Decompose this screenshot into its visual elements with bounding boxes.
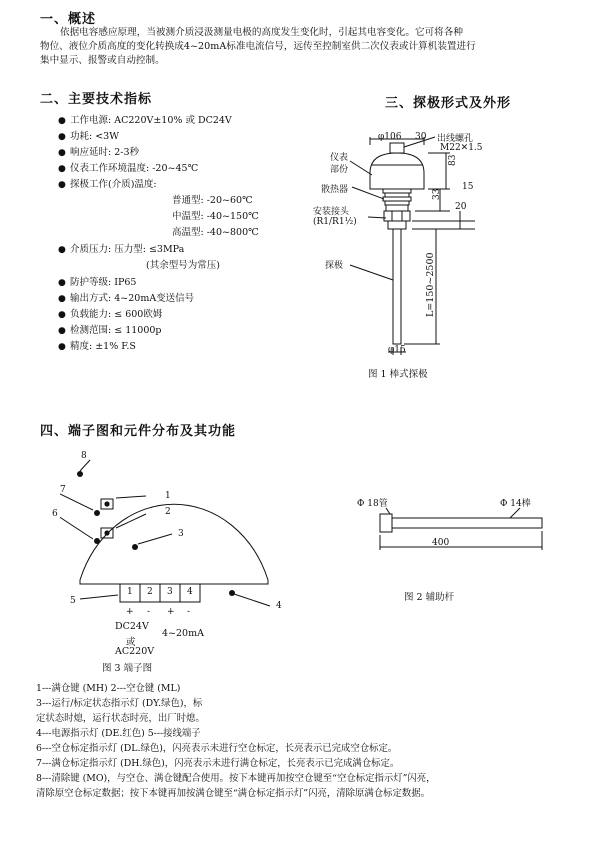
legend-line: 3---运行/标定状态指示灯 (DY.绿色)，标: [36, 698, 203, 709]
legend-line: 7---满仓标定指示灯 (DH.绿色)，闪亮表示未进行满仓标定，长亮表示已完成满仓标定。: [36, 758, 400, 769]
callout-5: 5: [70, 596, 76, 606]
legend-line: 1---满仓键 (MH) 2---空仓键 (ML): [36, 683, 181, 694]
polarity-plus: +: [167, 607, 175, 617]
dim-33: 33: [432, 188, 442, 200]
meter-head-shape: [370, 153, 424, 189]
aux-rod: [392, 518, 542, 528]
overview-paragraph: [40, 26, 585, 68]
run-led: [132, 544, 138, 550]
supply-ac: AC220V: [115, 646, 155, 657]
mount-thread-label: (R1/R1½): [313, 217, 357, 227]
terminal-2: 2: [147, 587, 153, 597]
housing-outline: [80, 504, 268, 584]
probe-rod: [393, 229, 401, 344]
spec-subitem: 普通型: -20~60℃: [172, 195, 253, 206]
terminal-1: 1: [127, 587, 133, 597]
dim-dia-top: φ106: [378, 132, 402, 142]
heatsink-label: 散热器: [321, 185, 349, 195]
outlet-boss: [390, 143, 404, 153]
callout-7: 7: [60, 485, 66, 495]
polarity-minus: -: [147, 607, 151, 617]
callout-2: 2: [165, 507, 171, 517]
aux-rod-drawing: [360, 500, 560, 560]
fig3-caption: 图 3 端子图: [102, 663, 153, 674]
section-title-probe: 三、探极形式及外形: [385, 96, 512, 111]
section-title-specs: 二、主要技术指标: [40, 92, 153, 107]
legend-line: 6---空仓标定指示灯 (DL.绿色)，闪亮表示未进行空仓标定，长亮表示已完成空仓标定。: [36, 743, 398, 754]
spec-item: ● 仪表工作环境温度: -20~45℃: [58, 163, 199, 174]
spec-item: ● 输出方式: 4~20mA变送信号: [58, 293, 195, 304]
callout-4: 4: [276, 601, 282, 611]
callout-6: 6: [52, 509, 58, 519]
dim-83: 83: [448, 154, 458, 166]
spec-subitem: (其余型号为常压): [146, 260, 220, 271]
spec-item: ● 介质压力: 压力型: ≤3MPa: [58, 244, 185, 255]
overview-line: 集中显示、报警或自动控制。: [40, 55, 165, 66]
dim-15: 15: [462, 182, 474, 192]
probe-label: 探极: [325, 261, 344, 271]
thread-label: M22✕1.5: [440, 143, 483, 153]
fig2-caption: 图 2 辅助杆: [404, 592, 455, 603]
spec-item: ● 检测范围: ≤ 11000p: [58, 325, 162, 336]
spec-item: ● 精度: ±1% F.S: [58, 341, 136, 352]
spec-item: ● 工作电源: AC220V±10% 或 DC24V: [58, 115, 232, 126]
dim-20: 20: [455, 202, 467, 212]
dim-length: L=150~2500: [425, 252, 436, 317]
legend-line: 清除原空仓标定数据；按下本键再加按满仓键至“满仓标定指示灯”闪亮，清除原满仓标定数据。: [36, 788, 430, 799]
legend-line: 4---电源指示灯 (DE.红色) 5---接线端子: [36, 728, 201, 739]
section-title-overview: 一、概述: [40, 12, 97, 27]
callout-8: 8: [81, 451, 87, 461]
terminal-drawing: [60, 440, 300, 610]
terminal-4: 4: [187, 587, 193, 597]
spec-subitem: 中温型: -40~150℃: [172, 211, 259, 222]
clear-button-dot: [77, 471, 83, 477]
spec-item: ● 探极工作(介质)温度:: [58, 179, 157, 190]
dim-dia-bottom: φ15: [388, 345, 406, 355]
signal-label: 4~20mA: [162, 628, 204, 639]
spec-subitem: 高温型: -40~800℃: [172, 227, 259, 238]
empty-led: [94, 538, 100, 544]
spec-item: ● 响应延时: 2-3秒: [58, 147, 140, 158]
power-led: [229, 590, 235, 596]
outlet-label: 出线螺孔: [437, 134, 474, 144]
meter-label: 仪表: [330, 153, 349, 163]
meter-label: 部份: [330, 165, 349, 175]
full-led: [94, 510, 100, 516]
terminal-3: 3: [167, 587, 173, 597]
full-button-dot: [104, 501, 109, 506]
fig1-caption: 图 1 棒式探极: [368, 369, 428, 380]
overview-line: 依据电容感应原理，当被测介质浸汲测量电极的高度发生变化时，引起其电容变化。它可将各种: [60, 27, 463, 38]
mount-label: 安装接头: [313, 207, 350, 217]
section-title-terminals: 四、端子图和元件分布及其功能: [40, 424, 237, 439]
aux-tube-label: Φ 18管: [357, 499, 388, 509]
callout-3: 3: [178, 529, 184, 539]
supply-dc: DC24V: [115, 621, 149, 632]
aux-length: 400: [432, 538, 450, 548]
polarity-plus: +: [126, 607, 134, 617]
callout-1: 1: [165, 491, 171, 501]
spec-item: ● 防护等级: IP65: [58, 277, 137, 288]
aux-rod-label: Φ 14棒: [500, 499, 531, 509]
legend-line: 定状态时熄，运行状态时亮，出厂时熄。: [36, 713, 205, 724]
overview-line: 物位、液位介质高度的变化转换成4~20mA标准电流信号，远传至控制室供二次仪表或计算机装置进行: [40, 41, 476, 52]
spec-item: ● 负载能力: ≤ 600欧姆: [58, 309, 163, 320]
legend-line: 8---清除键 (MO)，与空仓、满仓键配合使用。按下本键再加按空仓键至“空仓标定指示灯”闪亮，: [36, 773, 436, 784]
supply-or: 或: [126, 637, 136, 648]
aux-tube: [380, 514, 392, 532]
empty-button-dot: [104, 530, 109, 535]
spec-item: ● 功耗: <3W: [58, 131, 119, 142]
dim-30: 30: [415, 132, 427, 142]
polarity-minus: -: [187, 607, 191, 617]
